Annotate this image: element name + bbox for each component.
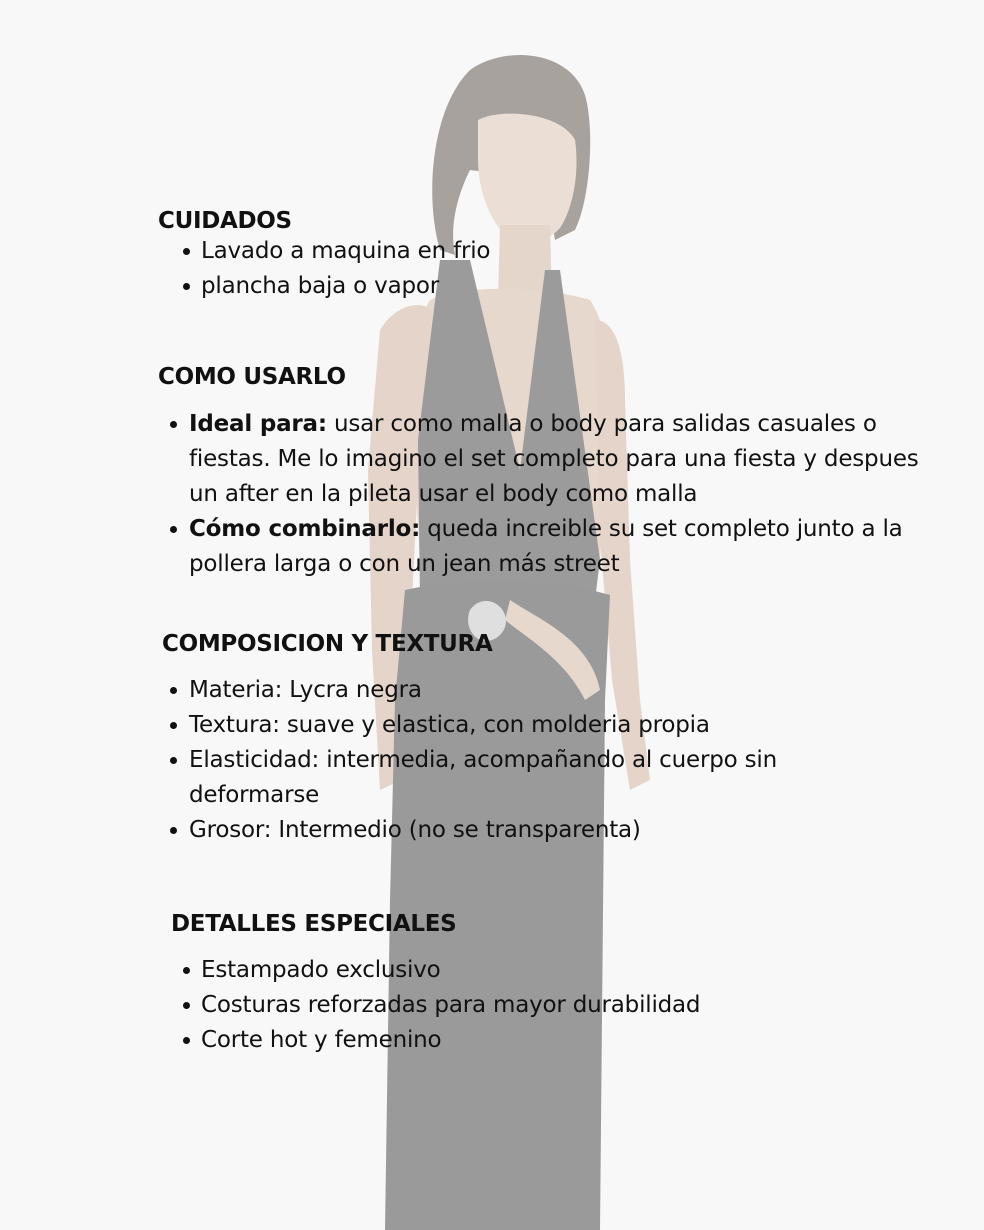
list-item: Lavado a maquina en frio [201, 234, 490, 269]
cuidados-list [201, 234, 490, 304]
list-item: Elasticidad: intermedia, acompañando al cuerpo sin deformarse [189, 743, 819, 813]
item-text: queda increible su set completo junto a la pollera larga o con un jean más street [189, 516, 903, 577]
list-item: Materia: Lycra negra [189, 673, 819, 708]
list-item [189, 512, 919, 582]
list-item: plancha baja o vapor [201, 269, 490, 304]
cuidados-heading: CUIDADOS [158, 208, 292, 234]
list-item: Estampado exclusivo [201, 953, 700, 988]
item-label: Cómo combinarlo: [189, 516, 421, 542]
list-item: Textura: suave y elastica, con molderia propia [189, 708, 819, 743]
como-usarlo-heading: COMO USARLO [158, 364, 346, 390]
detalles-list [201, 953, 700, 1058]
composicion-heading: COMPOSICION Y TEXTURA [162, 631, 493, 657]
list-item: Grosor: Intermedio (no se transparenta) [189, 813, 819, 848]
item-text: usar como malla o body para salidas casuales o fiestas. Me lo imagino el set completo para una fiesta y despues un after en la pileta usar el body como malla [189, 411, 919, 507]
list-item: Costuras reforzadas para mayor durabilidad [201, 988, 700, 1023]
como-usarlo-list [189, 407, 919, 582]
list-item: Corte hot y femenino [201, 1023, 700, 1058]
item-label: Ideal para: [189, 411, 327, 437]
detalles-heading: DETALLES ESPECIALES [171, 911, 457, 937]
list-item [189, 407, 919, 512]
composicion-list [189, 673, 819, 848]
